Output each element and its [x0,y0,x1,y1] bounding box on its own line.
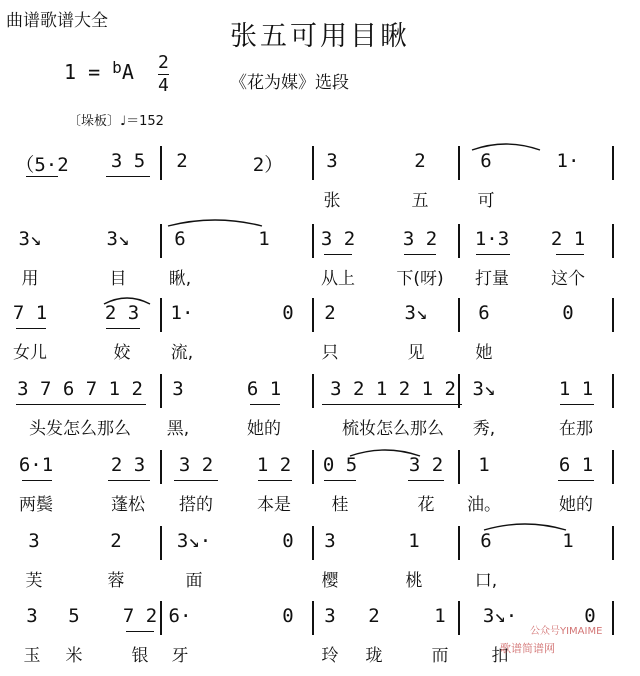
slur [104,298,150,304]
note-7-5: 0 [282,605,294,627]
note-7-8: 1 [434,605,446,627]
song-title: 张五可用目瞅 [230,21,410,52]
lyric-1-6: 五 [411,191,429,211]
lyric-4-1: 头发怎么那么 [29,419,131,439]
note-1-2: 3 5 [110,150,146,172]
note-4-1: 3 7 6 7 1 2 [17,378,143,400]
note-2-3: 6 [174,228,186,250]
note-4-3: 6 1 [246,378,282,400]
note-2-1: 3↘ [18,228,42,250]
lyric-1-7: 可 [477,191,495,211]
lyric-7-1: 玉 [23,646,41,666]
lyric-4-6: 在那 [559,419,593,439]
lyric-5-2: 蓬松 [111,495,145,515]
lyric-2-8: 这个 [551,269,585,289]
lyric-6-1: 芙 [25,571,43,591]
meter-bottom: 4 [158,75,169,96]
note-3-3: 1· [170,302,194,324]
lyric-3-2: 姣 [113,343,131,363]
slur [168,220,262,226]
note-3-2: 2 3 [104,302,140,324]
note-5-8: 6 1 [558,454,594,476]
lyric-6-2: 蓉 [107,571,125,591]
lyric-4-4: 梳妆怎么那么 [342,419,444,439]
note-6-5: 3 [324,530,336,552]
key-prefix: 1 = [64,60,113,84]
note-1-3: 2 [176,150,188,172]
lyric-5-7: 油。 [467,495,501,515]
note-4-6: 1 1 [558,378,594,400]
lyric-2-2: 目 [109,269,127,289]
meter-top: 2 [158,52,169,73]
tempo-marking: 〔垛板〕♩＝152 [68,114,164,129]
note-7-7: 2 [368,605,380,627]
note-3-5: 2 [324,302,336,324]
note-7-6: 3 [324,605,336,627]
note-2-4: 1 [258,228,270,250]
note-6-6: 1 [408,530,420,552]
lyric-7-2: 米 [65,646,83,666]
lyric-5-1: 两鬓 [19,495,53,515]
note-3-8: 0 [562,302,574,324]
note-4-4: 3 2 1 2 1 2 [330,378,456,400]
slur [350,450,420,456]
note-7-9: 3↘· [482,605,518,627]
lyric-6-3: 面 [185,571,203,591]
lyric-6-6: 桃 [405,571,423,591]
note-3-7: 6 [478,302,490,324]
lyric-4-2: 黑, [166,419,190,439]
note-6-7: 6 [480,530,492,552]
note-3-6: 3↘ [404,302,428,324]
note-2-7: 1·3 [474,228,510,250]
note-7-1: 3 [26,605,38,627]
note-7-10: 0 [584,605,596,627]
lyric-5-3: 搭的 [179,495,213,515]
watermark-line1: 歌谱简谱网 [500,642,555,655]
lyric-1-5: 张 [323,191,341,211]
source-label: 《花为媒》选段 [230,73,349,93]
lyric-7-9: 扣 [491,646,509,666]
note-1-7: 6 [480,150,492,172]
note-5-1: 6·1 [18,454,54,476]
note-2-8: 2 1 [550,228,586,250]
note-5-7: 1 [478,454,490,476]
note-5-2: 2 3 [110,454,146,476]
note-2-2: 3↘ [106,228,130,250]
lyric-7-7: 珑 [365,646,383,666]
lyric-2-5: 从上 [321,269,355,289]
lyric-4-5: 秀, [472,419,496,439]
lyric-6-5: 樱 [321,571,339,591]
lyric-7-3: 银 [131,646,149,666]
note-3-4: 0 [282,302,294,324]
note-7-4: 6· [168,605,192,627]
lyric-6-7: 口, [474,571,498,591]
lyric-3-6: 见 [407,343,425,363]
note-5-4: 1 2 [256,454,292,476]
site-label: 曲谱歌谱大全 [6,11,108,31]
note-1-8: 1· [556,150,580,172]
lyric-7-6: 玲 [321,646,339,666]
note-6-4: 0 [282,530,294,552]
note-2-6: 3 2 [402,228,438,250]
key-note: A [121,60,134,84]
note-6-3: 3↘· [176,530,212,552]
note-7-3: 7 2 [122,605,158,627]
note-3-1: 7 1 [12,302,48,324]
lyric-4-3: 她的 [247,419,281,439]
flat-sign: b [112,58,122,77]
note-6-8: 1 [562,530,574,552]
lyric-7-4: 牙 [171,646,189,666]
slur [484,524,566,530]
lyric-7-8: 而 [431,646,449,666]
watermark-line2: 公众号YIMAIME [530,626,603,637]
lyric-3-7: 她 [475,343,493,363]
lyric-5-6: 花 [417,495,435,515]
note-7-2: 5 [68,605,80,627]
note-2-5: 3 2 [320,228,356,250]
note-1-1: （5·2 [15,154,69,176]
note-1-4: 2） [252,154,284,176]
lyric-2-1: 用 [21,269,39,289]
lyric-5-5: 桂 [331,495,349,515]
note-5-5: 0 5 [322,454,358,476]
lyric-2-3: 瞅, [168,269,192,289]
lyric-3-3: 流, [170,343,194,363]
lyric-2-6: 下(呀) [396,269,444,289]
note-4-5: 3↘ [472,378,496,400]
lyric-5-8: 她的 [559,495,593,515]
lyric-3-5: 只 [321,343,339,363]
lyric-5-4: 本是 [257,495,291,515]
lyric-2-7: 打量 [475,269,509,289]
slur [472,144,540,150]
note-6-1: 3 [28,530,40,552]
note-6-2: 2 [110,530,122,552]
note-4-2: 3 [172,378,184,400]
note-5-3: 3 2 [178,454,214,476]
lyric-3-1: 女儿 [13,343,47,363]
note-1-5: 3 [326,150,338,172]
note-1-6: 2 [414,150,426,172]
note-5-6: 3 2 [408,454,444,476]
